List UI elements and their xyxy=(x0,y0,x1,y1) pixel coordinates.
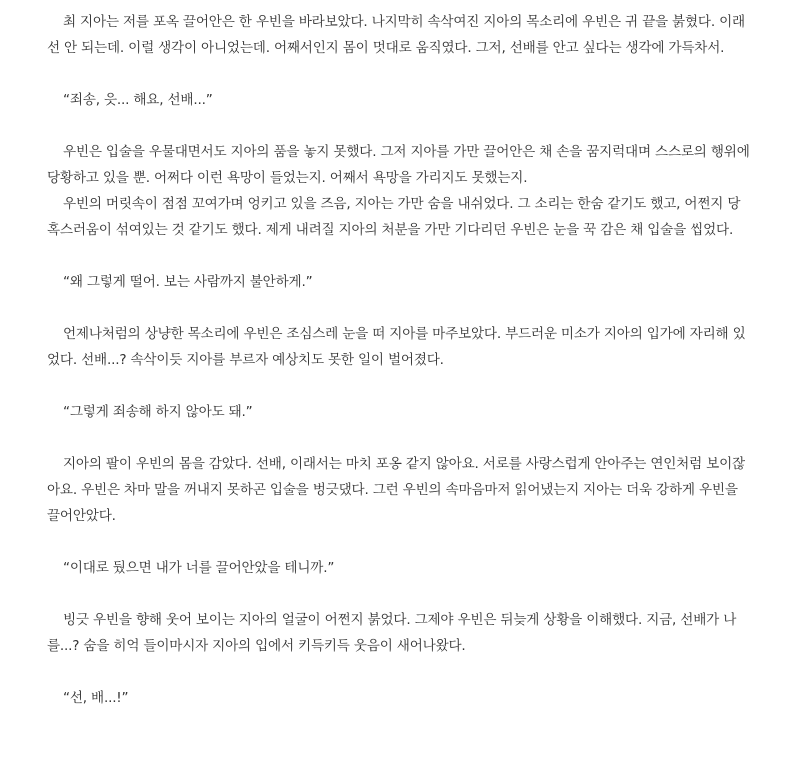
paragraph-gap xyxy=(47,243,753,269)
paragraph-gap xyxy=(47,295,753,321)
paragraph: 지아의 팔이 우빈의 몸을 감았다. 선배, 이래서는 마치 포옹 같지 않아요. 서로를 사랑스럽게 안아주는 연인처럼 보이잖아요. 우빈은 차마 말을 꺼내지 못하곤 입술을 벙긋댔다. 그런 우빈의 속마음마저 읽어냈는지 지아는 더욱 강하게 우빈을 끌어안았다. xyxy=(47,456,745,524)
dialogue-line: “그렇게 죄송해 하지 않아도 돼.” xyxy=(63,404,253,420)
paragraph: 최 지아는 저를 포옥 끌어안은 한 우빈을 바라보았다. 나지막히 속삭여진 지아의 목소리에 우빈은 귀 끝을 붉혔다. 이래선 안 되는데. 이럴 생각이 아니었는데. 어째서인지 몸이 멋대로 움직였다. 그저, 선배를 안고 싶다는 생각에 가득차서. xyxy=(47,14,745,56)
dialogue-line: “죄송, 읏... 해요, 선배...” xyxy=(63,92,213,108)
paragraph: 우빈은 입술을 우물대면서도 지아의 품을 놓지 못했다. 그저 지아를 가만 끌어안은 채 손을 꿈지럭대며 스스로의 행위에 당황하고 있을 뿐. 어쩌다 이런 욕망이 들었는지. 어째서 욕망을 가리지도 못했는지. xyxy=(47,144,750,186)
paragraph-gap xyxy=(47,373,753,399)
paragraph-gap xyxy=(47,113,753,139)
document-body xyxy=(47,9,753,711)
paragraph-gap xyxy=(47,61,753,87)
paragraph: 우빈의 머릿속이 점점 꼬여가며 엉키고 있을 즈음, 지아는 가만 숨을 내쉬었다. 그 소리는 한숨 같기도 했고, 어쩐지 당혹스러움이 섞여있는 것 같기도 했다. 제게 내려질 지아의 처분을 가만 기다리던 우빈은 눈을 꾹 감은 채 입술을 씹었다. xyxy=(47,196,741,238)
dialogue-line: “이대로 뒀으면 내가 너를 끌어안았을 테니까.” xyxy=(63,560,335,576)
dialogue-line: “선, 배...!” xyxy=(63,690,129,706)
paragraph-gap xyxy=(47,529,753,555)
paragraph-gap xyxy=(47,659,753,685)
dialogue-line: “왜 그렇게 떨어. 보는 사람까지 불안하게.” xyxy=(63,274,313,290)
paragraph: 빙긋 우빈을 향해 웃어 보이는 지아의 얼굴이 어쩐지 붉었다. 그제야 우빈은 뒤늦게 상황을 이해했다. 지금, 선배가 나를...? 숨을 히억 들이마시자 지아의 입에서 키득키득 웃음이 새어나왔다. xyxy=(47,612,737,654)
paragraph-gap xyxy=(47,425,753,451)
paragraph: 언제나처럼의 상냥한 목소리에 우빈은 조심스레 눈을 떠 지아를 마주보았다. 부드러운 미소가 지아의 입가에 자리해 있었다. 선배...? 속삭이듯 지아를 부르자 예상치도 못한 일이 벌어졌다. xyxy=(47,326,746,368)
paragraph-gap xyxy=(47,581,753,607)
